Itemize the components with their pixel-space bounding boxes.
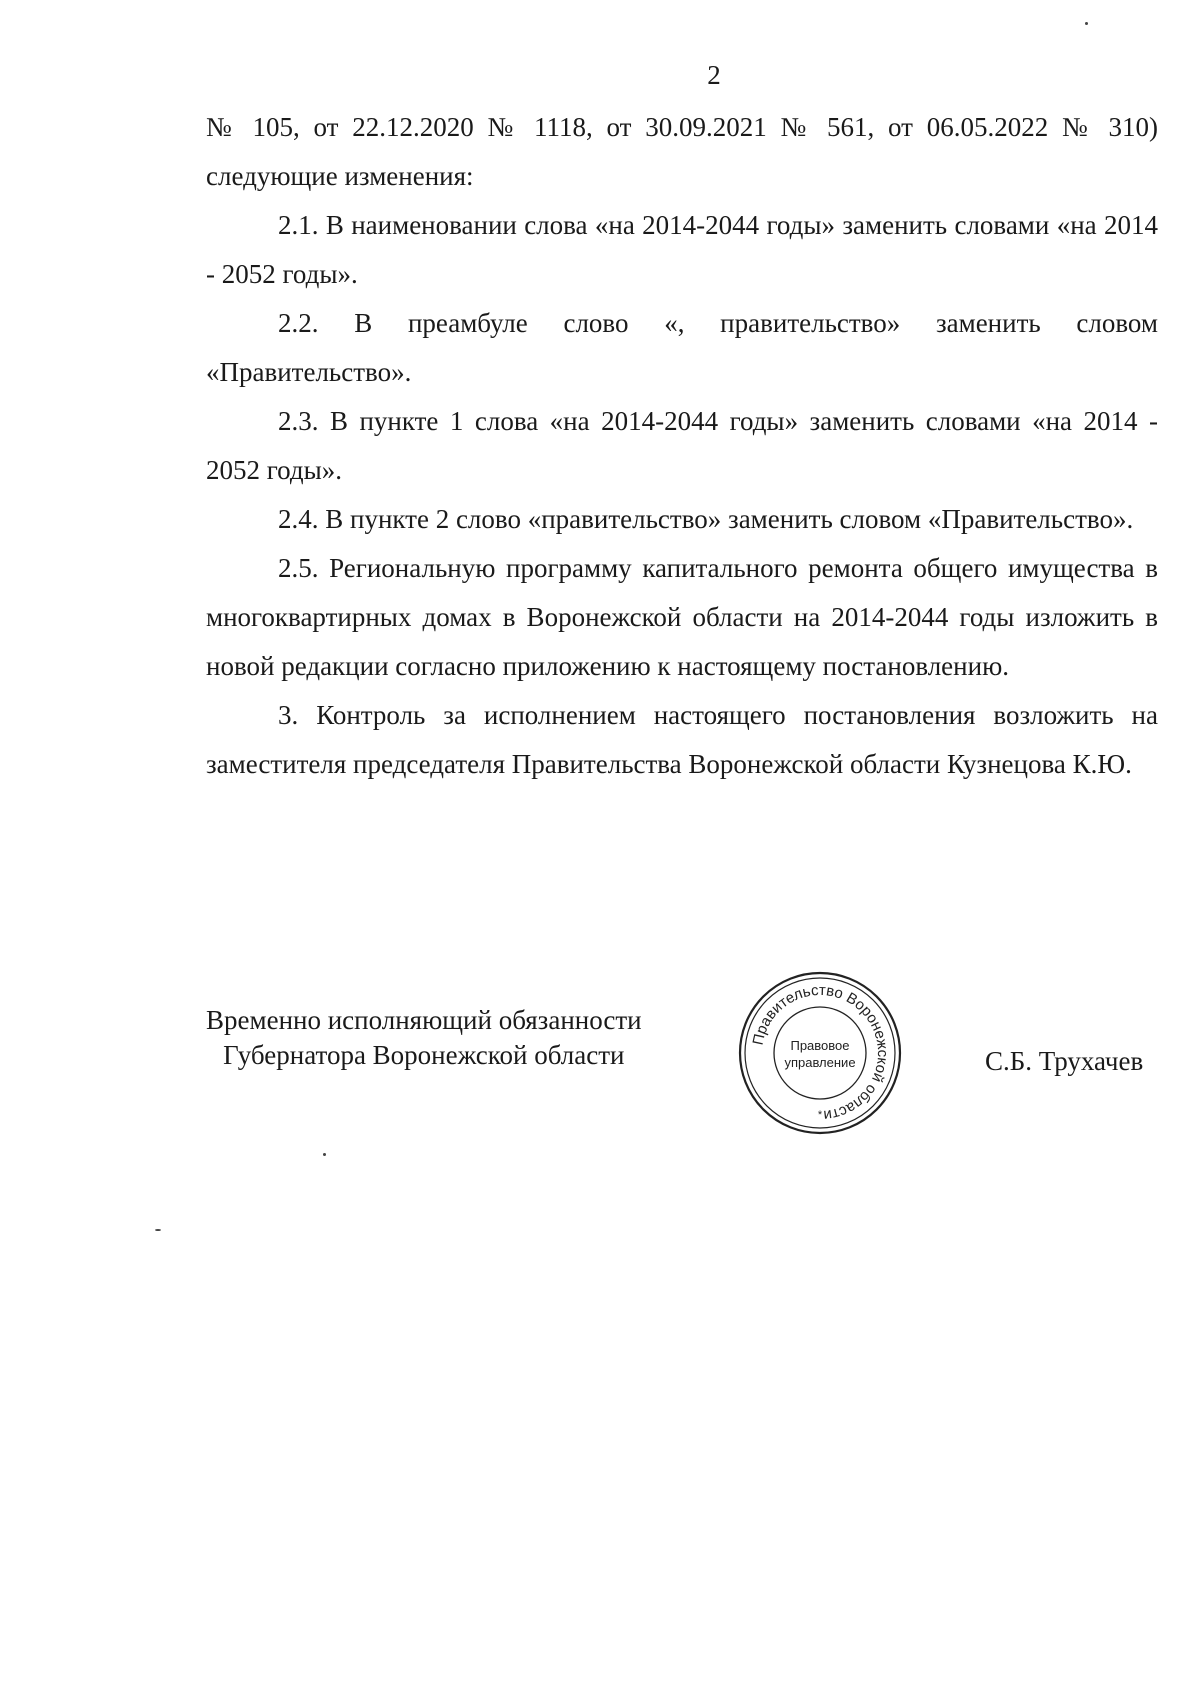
scan-speck [155, 1229, 161, 1231]
paragraph-2-1: 2.1. В наименовании слова «на 2014-2044 годы» заменить словами «на 2014 - 2052 годы». [206, 210, 1158, 289]
paragraph-2-4: 2.4. В пункте 2 слово «правительство» заменить словом «Правительство». [278, 504, 1134, 534]
scan-speck [1085, 22, 1088, 25]
page-number: 2 [707, 60, 721, 90]
paragraph-2-2: 2.2. В преамбуле слово «, правительство» заменить словом «Правительство». [206, 308, 1158, 387]
paragraph-3: 3. Контроль за исполнением настоящего постановления возложить на заместителя председателя Правительства Воронежской области Кузнецова К.Ю. [206, 700, 1158, 779]
paragraph-2-3: 2.3. В пункте 1 слова «на 2014-2044 годы» заменить словами «на 2014 - 2052 годы». [206, 406, 1158, 485]
scan-speck [323, 1153, 326, 1156]
stamp-center-line-2: управление [784, 1055, 856, 1070]
signatory-title-line-2: Губернатора Воронежской области [223, 1040, 625, 1070]
document-body [206, 103, 1158, 789]
signatory-title-line-1: Временно исполняющий обязанности [206, 1005, 642, 1035]
stamp-center-line-1: Правовое [790, 1038, 850, 1053]
official-stamp [735, 968, 905, 1138]
signatory-name: С.Б. Трухачев [985, 1046, 1144, 1076]
paragraph-intro: № 105, от 22.12.2020 № 1118, от 30.09.2021 № 561, от 06.05.2022 № 310) следующие изменения: [206, 112, 1158, 191]
stamp-inner-ring [774, 1007, 866, 1099]
stamp-star-icon: * [817, 1109, 823, 1121]
signatory-title [206, 1003, 642, 1073]
stamp-second-ring [745, 978, 895, 1128]
stamp-ring-text: Правительство Воронежской области [749, 981, 892, 1124]
paragraph-2-5: 2.5. Региональную программу капитального ремонта общего имущества в многоквартирных домах в Воронежской области на 2014-2044 годы изложить в новой редакции согласно приложению к настоящему постановлению. [206, 553, 1158, 681]
